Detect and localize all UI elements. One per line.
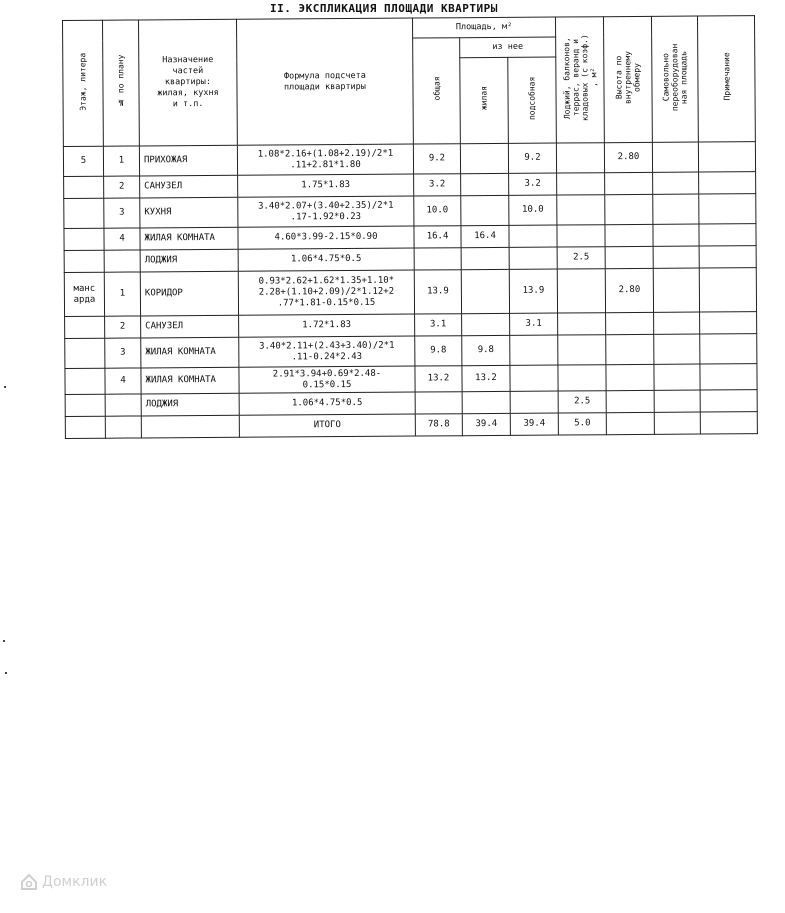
cell-formula: 4.60*3.99-2.15*0.90: [238, 226, 414, 249]
cell-total: 10.0: [414, 196, 461, 226]
cell-note: [699, 268, 756, 312]
cell-loggia: [558, 313, 606, 335]
cell-purpose: ЛОДЖИЯ: [141, 393, 239, 416]
explication-sheet: [62, 15, 757, 439]
cell-purpose: КОРИДОР: [140, 271, 238, 316]
explication-table: [62, 15, 758, 439]
cell-formula: 1.75*1.83: [238, 174, 414, 197]
cell-note: [699, 246, 756, 268]
watermark: [20, 873, 107, 891]
cell-height: [605, 224, 653, 246]
cell-total: 9.8: [415, 336, 462, 366]
header-purpose: Назначение частей квартиры: жилая, кухня и т.п.: [139, 19, 238, 146]
cell-living: [461, 269, 509, 313]
scan-speck: [4, 386, 6, 388]
cell-note: [700, 312, 757, 334]
totals-label: ИТОГО: [239, 414, 415, 437]
cell-plan-no: 1: [103, 146, 139, 176]
cell-living: [461, 195, 509, 225]
cell-floor: [64, 250, 104, 272]
header-area: Площадь, м²: [412, 17, 555, 38]
cell-self-reequipped: [652, 142, 698, 172]
cell-total: 3.1: [415, 314, 462, 336]
header-auxiliary: подсобная: [508, 57, 557, 143]
cell-auxiliary: [510, 365, 558, 391]
cell-formula: 1.06*4.75*0.5: [239, 392, 415, 415]
cell-floor: [65, 338, 105, 368]
cell-plan-no: 2: [105, 316, 141, 338]
cell-note: [699, 194, 756, 224]
cell-auxiliary: 3.2: [509, 173, 557, 195]
cell-floor: [65, 394, 105, 416]
cell-loggia: 2.5: [558, 391, 606, 413]
cell-plan-no: 2: [104, 176, 140, 198]
cell-self-reequipped: [654, 312, 700, 334]
scan-speck: [3, 640, 5, 642]
cell-auxiliary: [509, 225, 557, 247]
cell-total: 9.2: [413, 144, 460, 174]
cell-total: 13.9: [414, 270, 461, 314]
cell-total: 78.8: [415, 414, 462, 436]
cell-purpose: [141, 415, 239, 438]
header-floor: Этаж, литера: [63, 20, 104, 146]
cell-purpose: ЖИЛАЯ КОМНАТА: [141, 337, 239, 368]
cell-note: [700, 390, 757, 412]
cell-purpose: САНУЗЕЛ: [140, 175, 238, 198]
cell-floor: [64, 176, 104, 198]
cell-formula: 2.91*3.94+0.69*2.48- 0.15*0.15: [239, 366, 415, 393]
cell-plan-no: [105, 416, 141, 438]
cell-living: [462, 313, 510, 335]
cell-self-reequipped: [653, 172, 699, 194]
table-row: [65, 334, 757, 369]
cell-purpose: ЖИЛАЯ КОМНАТА: [141, 367, 239, 394]
cell-formula: 0.93*2.62+1.62*1.35+1.10* 2.28+(1.10+2.09)/2*1.12+2 .77*1.81-0.15*0.15: [238, 270, 414, 315]
cell-living: [461, 173, 509, 195]
cell-self-reequipped: [654, 364, 700, 390]
cell-loggia: [556, 143, 604, 173]
cell-purpose: САНУЗЕЛ: [141, 315, 239, 338]
cell-loggia: [558, 365, 606, 391]
cell-note: [698, 142, 755, 172]
header-height: Высота по внутреннему обмеру: [604, 16, 653, 142]
cell-living: 16.4: [461, 225, 509, 247]
cell-loggia: [557, 173, 605, 195]
cell-plan-no: 3: [105, 338, 141, 368]
cell-plan-no: 1: [104, 272, 140, 316]
cell-height: [606, 334, 654, 364]
cell-purpose: ЖИЛАЯ КОМНАТА: [140, 227, 238, 250]
cell-auxiliary: 9.2: [508, 143, 556, 173]
cell-self-reequipped: [654, 334, 700, 364]
cell-floor: [65, 416, 105, 438]
cell-loggia: 5.0: [558, 413, 606, 435]
cell-height: [605, 246, 653, 268]
cell-auxiliary: 3.1: [510, 313, 558, 335]
cell-note: [700, 412, 757, 434]
cell-total: [415, 392, 462, 414]
document-title: II. ЭКСПЛИКАЦИЯ ПЛОЩАДИ КВАРТИРЫ: [270, 2, 498, 15]
cell-auxiliary: [510, 391, 558, 413]
cell-auxiliary: 39.4: [510, 413, 558, 435]
cell-note: [699, 172, 756, 194]
cell-floor: [64, 198, 104, 228]
header-loggias: Лоджий, балконов, террас, веранд и кладовых (с коэф.) , м²: [556, 17, 605, 143]
cell-total: 13.2: [415, 366, 462, 392]
cell-floor: 5: [63, 146, 103, 176]
cell-floor: [65, 368, 105, 394]
cell-auxiliary: [509, 247, 557, 269]
cell-plan-no: 4: [105, 368, 141, 394]
cell-living: 39.4: [462, 413, 510, 435]
cell-height: [606, 390, 654, 412]
cell-height: [605, 194, 653, 224]
cell-self-reequipped: [654, 390, 700, 412]
totals-row: [65, 412, 757, 439]
table-row: [64, 194, 756, 229]
house-logo-icon: [20, 873, 38, 891]
scan-speck: [5, 672, 7, 674]
cell-formula: 3.40*2.11+(2.43+3.40)/2*1 .11-0.24*2.43: [239, 336, 415, 367]
cell-height: [606, 412, 654, 434]
cell-note: [700, 364, 757, 390]
cell-plan-no: [104, 250, 140, 272]
cell-height: 2.80: [605, 268, 653, 312]
cell-auxiliary: 10.0: [509, 195, 557, 225]
cell-living: [460, 143, 508, 173]
table-row: [63, 142, 755, 177]
cell-height: 2.80: [604, 142, 652, 172]
cell-loggia: [557, 269, 605, 313]
header-of-which: из нее: [460, 37, 556, 58]
cell-height: [605, 172, 653, 194]
cell-loggia: [558, 335, 606, 365]
cell-plan-no: 3: [104, 198, 140, 228]
cell-floor: [64, 228, 104, 250]
table-body: [63, 142, 757, 439]
header-plan-no: № по плану: [103, 20, 140, 146]
cell-formula: 3.40*2.07+(3.40+2.35)/2*1 .17-1.92*0.23: [238, 196, 414, 227]
cell-living: 9.8: [462, 335, 510, 365]
cell-height: [606, 312, 654, 334]
cell-plan-no: [105, 394, 141, 416]
cell-floor: манс арда: [64, 272, 104, 316]
cell-self-reequipped: [653, 268, 699, 312]
cell-floor: [65, 316, 105, 338]
watermark-text: Домклик: [42, 874, 108, 890]
cell-living: 13.2: [462, 365, 510, 391]
cell-living: [461, 247, 509, 269]
header-formula: Формула подсчета площади квартиры: [236, 18, 413, 145]
cell-height: [606, 364, 654, 390]
cell-formula: 1.06*4.75*0.5: [238, 248, 414, 271]
cell-note: [699, 224, 756, 246]
cell-self-reequipped: [653, 224, 699, 246]
cell-purpose: ЛОДЖИЯ: [140, 249, 238, 272]
cell-loggia: 2.5: [557, 247, 605, 269]
cell-total: 16.4: [414, 226, 461, 248]
table-row: [64, 268, 756, 317]
cell-note: [700, 334, 757, 364]
header-living: жилая: [460, 57, 509, 143]
cell-auxiliary: [510, 335, 558, 365]
cell-self-reequipped: [654, 412, 700, 434]
cell-loggia: [557, 225, 605, 247]
cell-loggia: [557, 195, 605, 225]
cell-auxiliary: 13.9: [509, 269, 557, 313]
header-self-reequipped: Самовольно переоборудован ная площадь: [652, 16, 699, 142]
cell-self-reequipped: [653, 194, 699, 224]
cell-purpose: КУХНЯ: [140, 197, 238, 228]
header-total: общая: [413, 38, 461, 144]
cell-total: 3.2: [414, 174, 461, 196]
cell-plan-no: 4: [104, 228, 140, 250]
cell-self-reequipped: [653, 246, 699, 268]
cell-living: [462, 391, 510, 413]
cell-formula: 1.08*2.16+(1.08+2.19)/2*1 .11+2.81*1.80: [237, 144, 413, 175]
cell-total: [414, 248, 461, 270]
header-note: Примечание: [698, 16, 756, 142]
cell-purpose: ПРИХОЖАЯ: [139, 145, 237, 176]
cell-formula: 1.72*1.83: [239, 314, 415, 337]
